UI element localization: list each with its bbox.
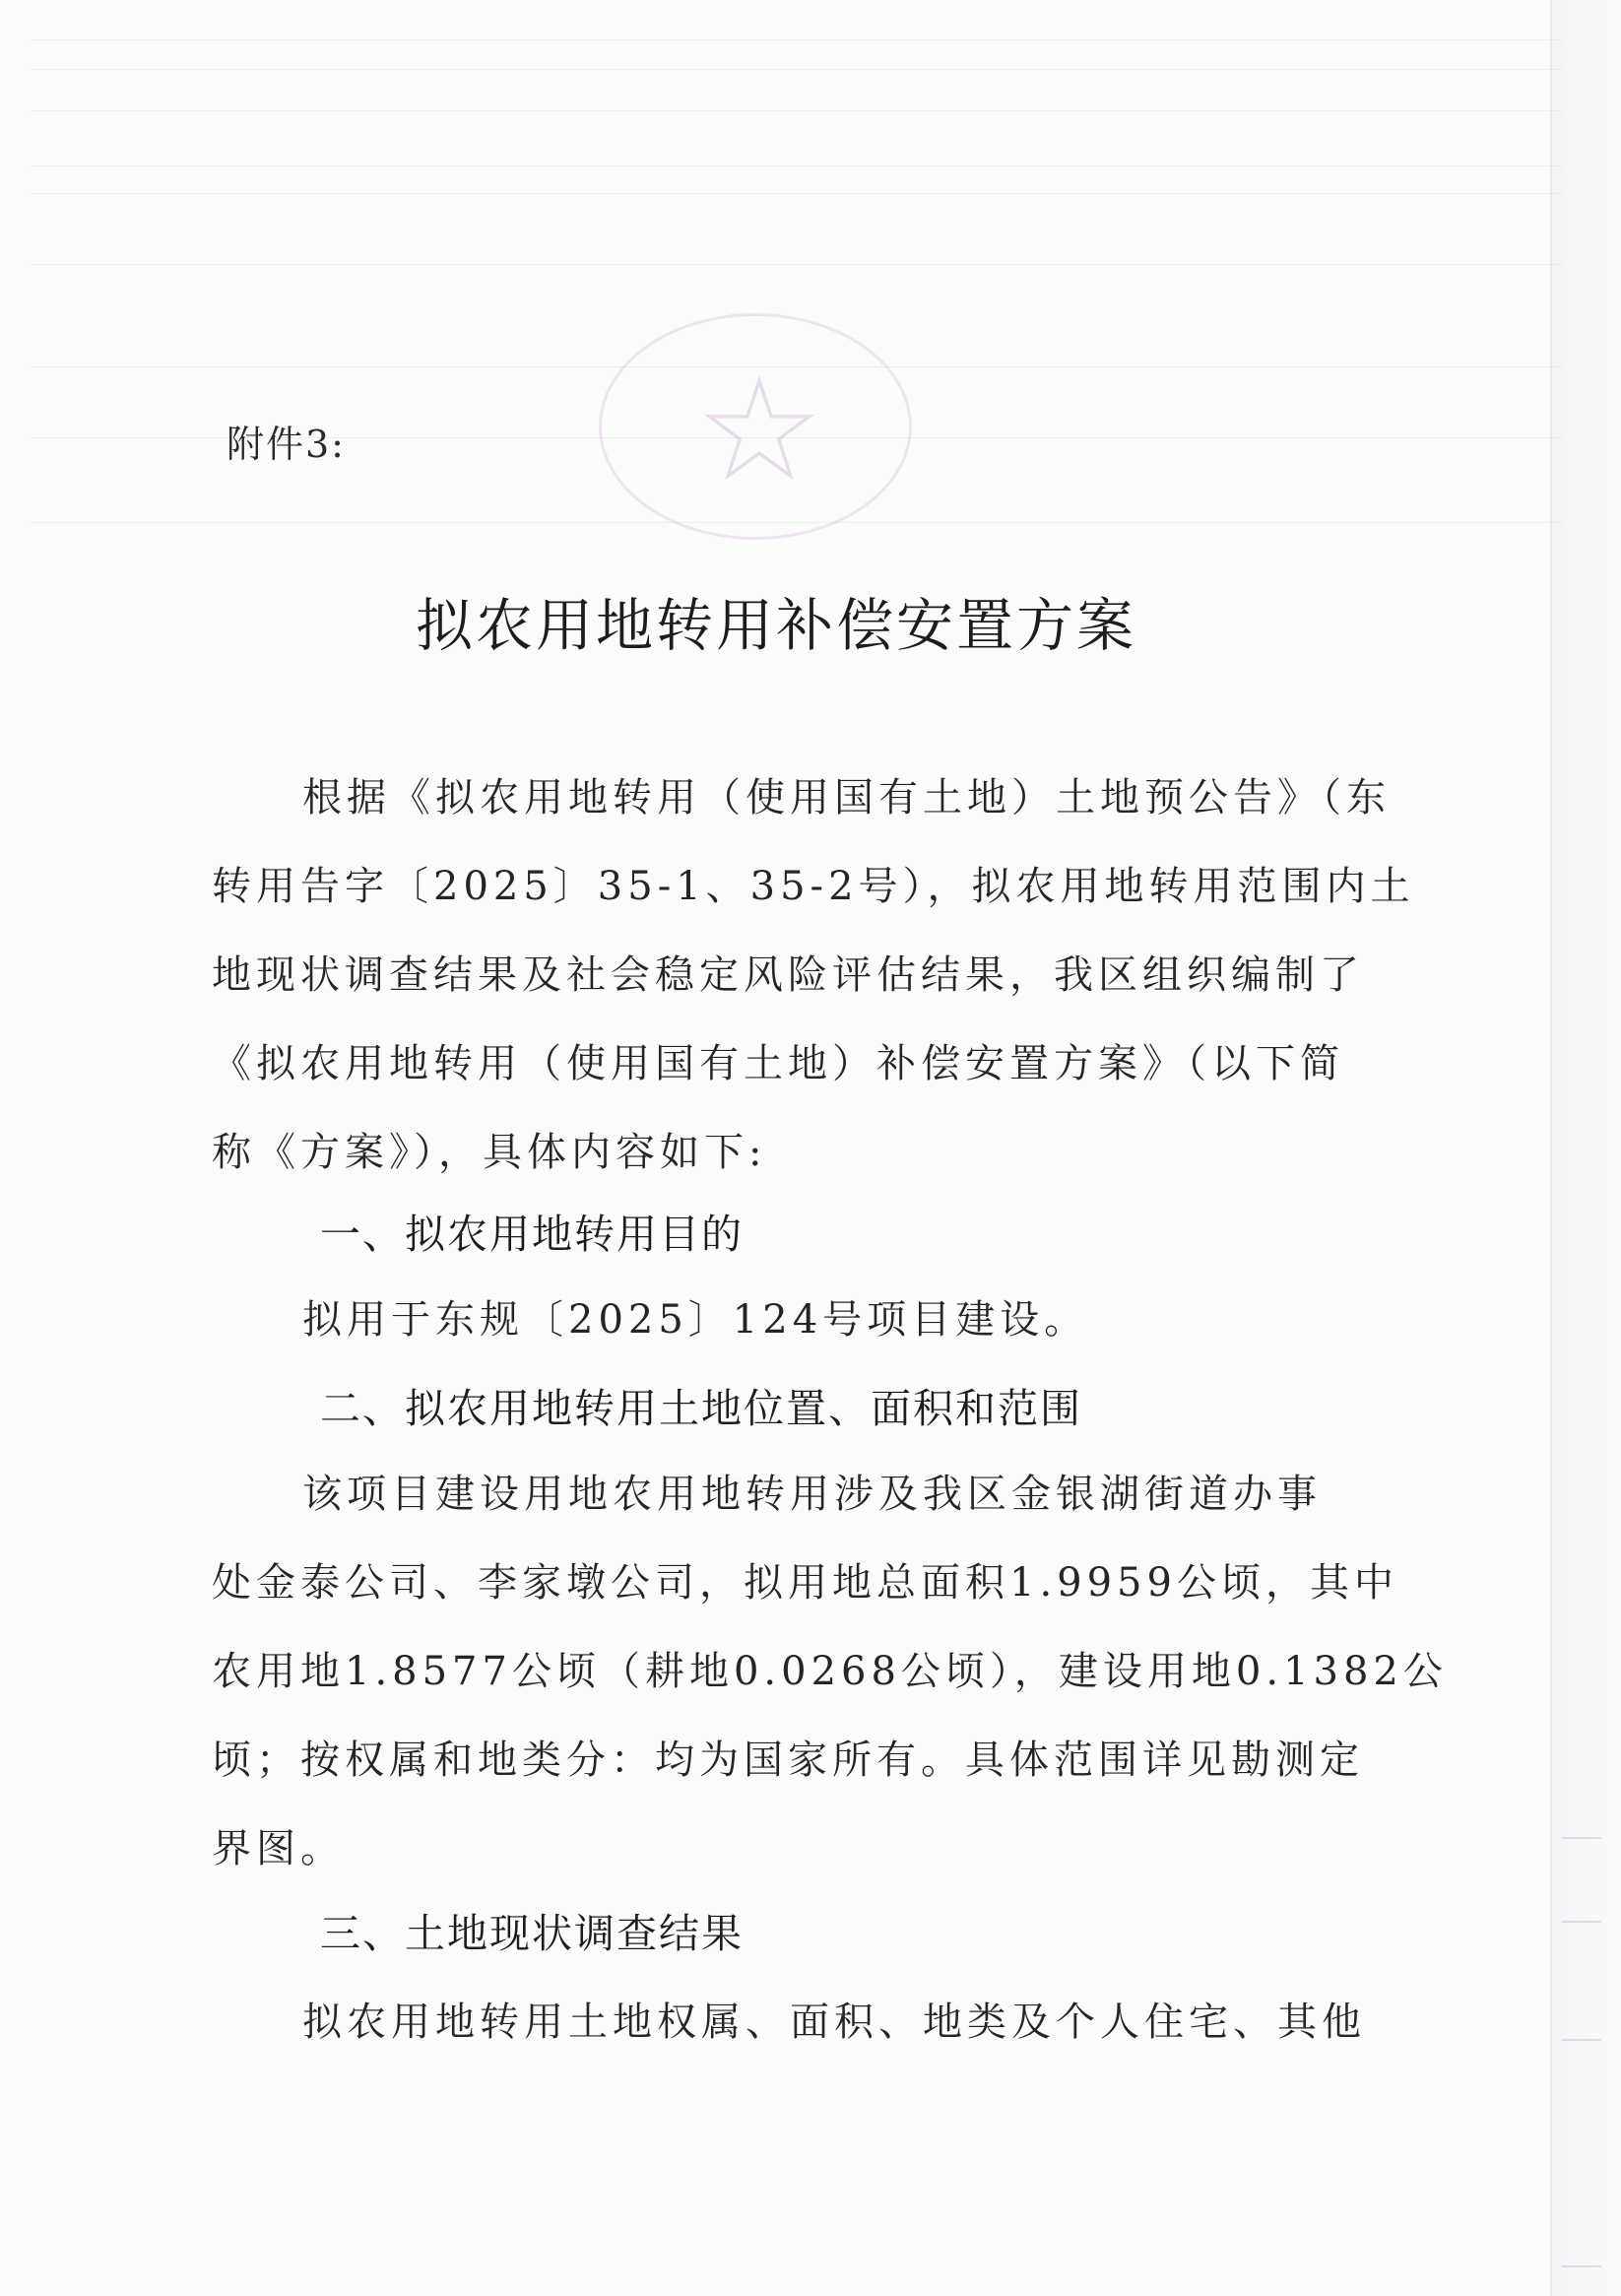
star-icon [705, 375, 813, 484]
scan-artifact [30, 69, 1562, 70]
section-3-paragraph [212, 1978, 1366, 2066]
attachment-label: 附件3: [227, 423, 346, 466]
section-1-paragraph [212, 1276, 1334, 1364]
paragraph-line: 顷；按权属和地类分：均为国家所有。具体范围详见勘测定 [212, 1738, 1364, 1783]
paragraph-line: 转用告字〔2025〕35-1、35-2号），拟农用地转用范围内土 [212, 864, 1415, 909]
scan-artifact [30, 264, 1562, 265]
paragraph-line: 《拟农用地转用（使用国有土地）补偿安置方案》（以下简 [212, 1041, 1344, 1086]
paragraph-line: 拟用于东规〔2025〕124号项目建设。 [302, 1297, 1089, 1343]
edge-tick [1562, 2265, 1601, 2267]
section-2-paragraph [212, 1450, 1448, 1893]
paragraph-line: 处金泰公司、李家墩公司，拟用地总面积1.9959公顷，其中 [212, 1560, 1398, 1606]
paragraph-line: 拟农用地转用土地权属、面积、地类及个人住宅、其他 [302, 2000, 1366, 2045]
page-edge-artifact [1550, 0, 1621, 2296]
paragraph-line: 地现状调查结果及社会稳定风险评估结果，我区组织编制了 [212, 952, 1364, 998]
intro-paragraph [212, 754, 1415, 1197]
paragraph-line: 根据《拟农用地转用（使用国有土地）土地预公告》（东 [302, 775, 1391, 820]
paragraph-line: 称《方案》），具体内容如下: [212, 1130, 767, 1175]
scan-artifact [30, 39, 1562, 40]
official-seal [599, 313, 912, 540]
section-heading-2: 二、拟农用地转用土地位置、面积和范围 [320, 1385, 1082, 1432]
section-heading-1: 一、拟农用地转用目的 [320, 1211, 744, 1258]
scan-artifact [30, 193, 1562, 194]
paragraph-line: 界图。 [212, 1826, 345, 1871]
scan-artifact [30, 110, 1562, 111]
edge-tick [1562, 1921, 1601, 1923]
section-heading-3: 三、土地现状调查结果 [320, 1910, 744, 1957]
paragraph-line: 农用地1.8577公顷（耕地0.0268公顷），建设用地0.1382公 [212, 1649, 1448, 1694]
edge-tick [1562, 1837, 1601, 1839]
scan-artifact [30, 165, 1562, 166]
paragraph-line: 该项目建设用地农用地转用涉及我区金银湖街道办事 [302, 1472, 1322, 1517]
document-title: 拟农用地转用补偿安置方案 [415, 592, 1136, 659]
edge-tick [1562, 2039, 1601, 2041]
